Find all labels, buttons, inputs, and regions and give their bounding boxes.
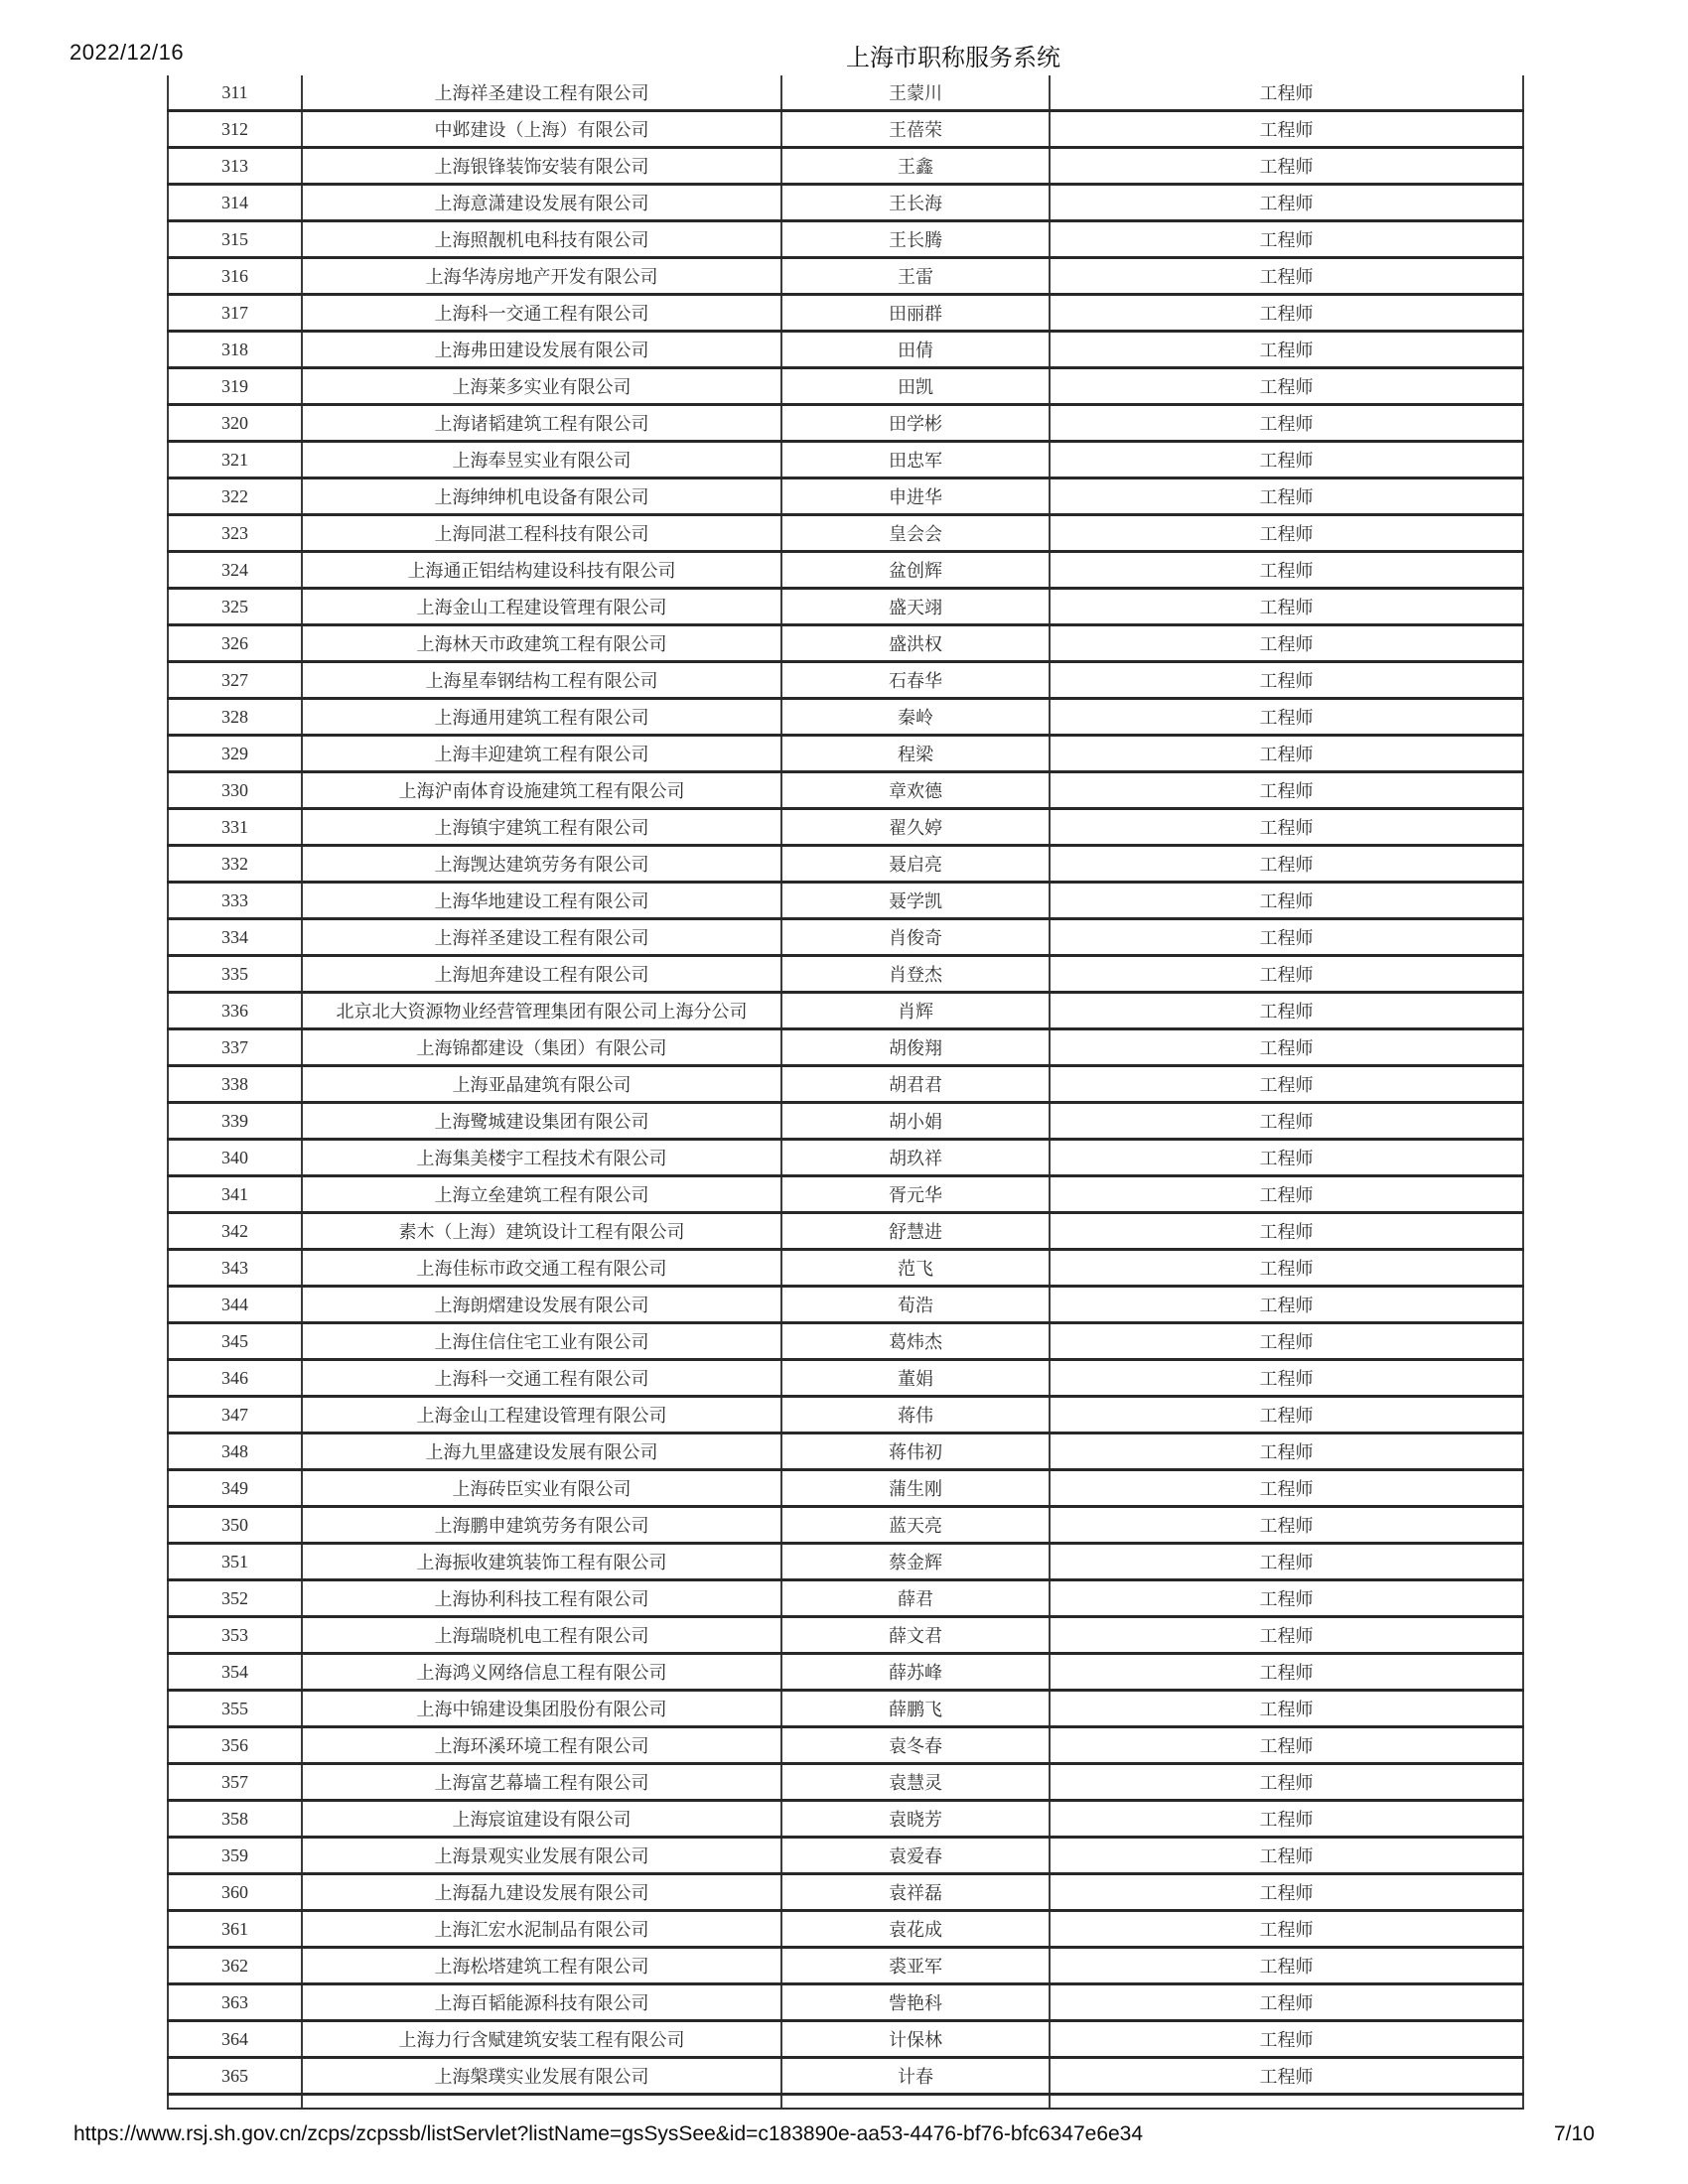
table-row: [167, 1508, 1524, 1545]
person-name: 肖俊奇: [780, 920, 1049, 954]
title-text: 工程师: [1049, 1398, 1524, 1432]
title-text: 工程师: [1049, 1141, 1524, 1174]
table-row: [167, 1839, 1524, 1875]
table-row: [167, 773, 1524, 810]
company-name: 上海集美楼宇工程技术有限公司: [301, 1141, 780, 1174]
person-name: 王鑫: [780, 149, 1049, 183]
title-text: 工程师: [1049, 884, 1524, 917]
person-name: 盛天翊: [780, 590, 1049, 623]
row-number: 327: [167, 663, 301, 697]
table-row: [167, 1361, 1524, 1398]
table-row: [167, 1251, 1524, 1288]
company-name: 上海旭奔建设工程有限公司: [301, 957, 780, 991]
title-text: 工程师: [1049, 1728, 1524, 1762]
title-text: 工程师: [1049, 626, 1524, 660]
row-number: 354: [167, 1655, 301, 1689]
header-date: 2022/12/16: [70, 40, 185, 65]
footer-url: https://www.rsj.sh.gov.cn/zcps/zcpssb/listServlet?listName=gsSysSee&id=c183890e-aa53-4476-bf76-bfc6347e6e34: [73, 2122, 1144, 2145]
company-name: 上海金山工程建设管理有限公司: [301, 1398, 780, 1432]
company-name: 上海沪南体育设施建筑工程有限公司: [301, 773, 780, 807]
row-number: 350: [167, 1508, 301, 1542]
titles-table: [167, 75, 1524, 2110]
table-row: [167, 737, 1524, 773]
row-number: 347: [167, 1398, 301, 1432]
title-text: 工程师: [1049, 1104, 1524, 1138]
title-text: [1049, 2096, 1524, 2108]
person-name: 訾艳科: [780, 1985, 1049, 2019]
table-row: [167, 847, 1524, 884]
title-text: 工程师: [1049, 1067, 1524, 1101]
row-number: 331: [167, 810, 301, 844]
row-number: 348: [167, 1434, 301, 1468]
person-name: 范飞: [780, 1251, 1049, 1285]
row-number: 365: [167, 2059, 301, 2093]
company-name: 上海科一交通工程有限公司: [301, 1361, 780, 1395]
row-number: 349: [167, 1471, 301, 1505]
title-text: 工程师: [1049, 773, 1524, 807]
person-name: 蒋伟: [780, 1398, 1049, 1432]
person-name: 王长海: [780, 186, 1049, 219]
person-name: 胥元华: [780, 1177, 1049, 1211]
title-text: 工程师: [1049, 479, 1524, 513]
company-name: 上海弗田建设发展有限公司: [301, 333, 780, 366]
person-name: 田忠军: [780, 443, 1049, 477]
row-number: 338: [167, 1067, 301, 1101]
company-name: 上海镇宇建筑工程有限公司: [301, 810, 780, 844]
table-row: [167, 1030, 1524, 1067]
company-name: 上海百韬能源科技有限公司: [301, 1985, 780, 2019]
table-row: [167, 1949, 1524, 1985]
table-row: [167, 1581, 1524, 1618]
person-name: 胡玖祥: [780, 1141, 1049, 1174]
table-row: [167, 1398, 1524, 1434]
row-number: 316: [167, 259, 301, 293]
table-row: [167, 112, 1524, 149]
table-row: [167, 1177, 1524, 1214]
company-name: 上海通正铝结构建设科技有限公司: [301, 553, 780, 587]
title-text: 工程师: [1049, 590, 1524, 623]
person-name: 胡小娟: [780, 1104, 1049, 1138]
company-name: 上海意潇建设发展有限公司: [301, 186, 780, 219]
row-number: 332: [167, 847, 301, 881]
person-name: 皇会会: [780, 516, 1049, 550]
table-row: [167, 259, 1524, 296]
person-name: 袁冬春: [780, 1728, 1049, 1762]
table-row: [167, 1655, 1524, 1692]
row-number: 339: [167, 1104, 301, 1138]
company-name: 上海华涛房地产开发有限公司: [301, 259, 780, 293]
person-name: 薛君: [780, 1581, 1049, 1615]
title-text: 工程师: [1049, 75, 1524, 109]
row-number: 321: [167, 443, 301, 477]
title-text: 工程师: [1049, 1949, 1524, 1982]
row-number: 361: [167, 1912, 301, 1946]
title-text: 工程师: [1049, 1581, 1524, 1615]
row-number: 359: [167, 1839, 301, 1872]
title-text: 工程师: [1049, 1214, 1524, 1248]
company-name: 上海振收建筑装饰工程有限公司: [301, 1545, 780, 1578]
row-number: 363: [167, 1985, 301, 2019]
person-name: 王蒙川: [780, 75, 1049, 109]
title-text: 工程师: [1049, 1692, 1524, 1725]
title-text: 工程师: [1049, 957, 1524, 991]
row-number: 325: [167, 590, 301, 623]
company-name: 上海绅绅机电设备有限公司: [301, 479, 780, 513]
table-row: [167, 553, 1524, 590]
table-row: [167, 700, 1524, 737]
person-name: 秦岭: [780, 700, 1049, 734]
company-name: 上海佳标市政交通工程有限公司: [301, 1251, 780, 1285]
row-number: 319: [167, 369, 301, 403]
table-row: [167, 1288, 1524, 1324]
row-number: 320: [167, 406, 301, 440]
row-number: 322: [167, 479, 301, 513]
title-text: 工程师: [1049, 1655, 1524, 1689]
title-text: 工程师: [1049, 1765, 1524, 1799]
row-number: 314: [167, 186, 301, 219]
company-name: 上海朗熠建设发展有限公司: [301, 1288, 780, 1321]
table-row: [167, 1471, 1524, 1508]
person-name: 肖登杰: [780, 957, 1049, 991]
row-number: 326: [167, 626, 301, 660]
row-number: 355: [167, 1692, 301, 1725]
table-row: [167, 994, 1524, 1030]
company-name: 上海鹏申建筑劳务有限公司: [301, 1508, 780, 1542]
table-row: [167, 663, 1524, 700]
row-number: 337: [167, 1030, 301, 1064]
company-name: 上海砖臣实业有限公司: [301, 1471, 780, 1505]
person-name: 袁慧灵: [780, 1765, 1049, 1799]
company-name: 上海鹭城建设集团有限公司: [301, 1104, 780, 1138]
table-row: [167, 884, 1524, 920]
table-row: [167, 1214, 1524, 1251]
company-name: 上海奉昱实业有限公司: [301, 443, 780, 477]
row-number: 312: [167, 112, 301, 146]
company-name: 上海照靓机电科技有限公司: [301, 222, 780, 256]
table-row: [167, 479, 1524, 516]
table-row: [167, 590, 1524, 626]
row-number: 335: [167, 957, 301, 991]
table-row: [167, 75, 1524, 112]
company-name: 上海祥圣建设工程有限公司: [301, 75, 780, 109]
title-text: 工程师: [1049, 369, 1524, 403]
person-name: 程梁: [780, 737, 1049, 770]
title-text: 工程师: [1049, 700, 1524, 734]
row-number: 357: [167, 1765, 301, 1799]
row-number: [167, 2096, 301, 2108]
table-row-partial: [167, 2096, 1524, 2110]
person-name: 荀浩: [780, 1288, 1049, 1321]
person-name: 胡君君: [780, 1067, 1049, 1101]
company-name: 上海华地建设工程有限公司: [301, 884, 780, 917]
person-name: 蒲生刚: [780, 1471, 1049, 1505]
title-text: 工程师: [1049, 1985, 1524, 2019]
person-name: 王蓓荣: [780, 112, 1049, 146]
row-number: 328: [167, 700, 301, 734]
title-text: 工程师: [1049, 1251, 1524, 1285]
title-text: 工程师: [1049, 920, 1524, 954]
title-text: 工程师: [1049, 1324, 1524, 1358]
table-row: [167, 1912, 1524, 1949]
table-row: [167, 369, 1524, 406]
person-name: 计保林: [780, 2022, 1049, 2056]
title-text: 工程师: [1049, 1802, 1524, 1836]
page-title: 上海市职称服务系统: [846, 45, 1060, 71]
title-text: 工程师: [1049, 553, 1524, 587]
company-name: 上海鸿义网络信息工程有限公司: [301, 1655, 780, 1689]
table-row: [167, 1434, 1524, 1471]
person-name: 袁晓芳: [780, 1802, 1049, 1836]
title-text: 工程师: [1049, 2059, 1524, 2093]
row-number: 356: [167, 1728, 301, 1762]
company-name: 上海力行含赋建筑安装工程有限公司: [301, 2022, 780, 2056]
table-row: [167, 1875, 1524, 1912]
company-name: 上海协利科技工程有限公司: [301, 1581, 780, 1615]
company-name: 北京北大资源物业经营管理集团有限公司上海分公司: [301, 994, 780, 1027]
company-name: 上海莱多实业有限公司: [301, 369, 780, 403]
company-name: 上海环溪环境工程有限公司: [301, 1728, 780, 1762]
company-name: 上海同湛工程科技有限公司: [301, 516, 780, 550]
row-number: 340: [167, 1141, 301, 1174]
title-text: 工程师: [1049, 1545, 1524, 1578]
title-text: 工程师: [1049, 1434, 1524, 1468]
person-name: 聂启亮: [780, 847, 1049, 881]
table-row: [167, 516, 1524, 553]
table-body: [167, 75, 1524, 2096]
table-row: [167, 1067, 1524, 1104]
table-row: [167, 626, 1524, 663]
person-name: 盛洪权: [780, 626, 1049, 660]
row-number: 317: [167, 296, 301, 330]
person-name: 袁祥磊: [780, 1875, 1049, 1909]
title-text: 工程师: [1049, 1912, 1524, 1946]
table-row: [167, 149, 1524, 186]
title-text: 工程师: [1049, 1839, 1524, 1872]
person-name: 薛苏峰: [780, 1655, 1049, 1689]
company-name: 上海林天市政建筑工程有限公司: [301, 626, 780, 660]
company-name: 上海瑞晓机电工程有限公司: [301, 1618, 780, 1652]
table-row: [167, 222, 1524, 259]
title-text: 工程师: [1049, 443, 1524, 477]
table-row: [167, 443, 1524, 479]
row-number: 358: [167, 1802, 301, 1836]
table-row: [167, 1618, 1524, 1655]
person-name: 田学彬: [780, 406, 1049, 440]
table-row: [167, 2059, 1524, 2096]
company-name: 上海立垒建筑工程有限公司: [301, 1177, 780, 1211]
person-name: 舒慧进: [780, 1214, 1049, 1248]
table-row: [167, 920, 1524, 957]
row-number: 334: [167, 920, 301, 954]
row-number: 364: [167, 2022, 301, 2056]
row-number: 352: [167, 1581, 301, 1615]
title-text: 工程师: [1049, 663, 1524, 697]
title-text: 工程师: [1049, 296, 1524, 330]
title-text: 工程师: [1049, 112, 1524, 146]
table-row: [167, 810, 1524, 847]
title-text: 工程师: [1049, 222, 1524, 256]
company-name: [301, 2096, 780, 2108]
title-text: 工程师: [1049, 1875, 1524, 1909]
company-name: 上海金山工程建设管理有限公司: [301, 590, 780, 623]
table-row: [167, 186, 1524, 222]
title-text: 工程师: [1049, 1618, 1524, 1652]
company-name: 上海九里盛建设发展有限公司: [301, 1434, 780, 1468]
person-name: 蓝天亮: [780, 1508, 1049, 1542]
title-text: 工程师: [1049, 847, 1524, 881]
table-row: [167, 1765, 1524, 1802]
person-name: 裘亚军: [780, 1949, 1049, 1982]
person-name: 王雷: [780, 259, 1049, 293]
title-text: 工程师: [1049, 516, 1524, 550]
row-number: 323: [167, 516, 301, 550]
title-text: 工程师: [1049, 810, 1524, 844]
company-name: 上海丰迎建筑工程有限公司: [301, 737, 780, 770]
company-name: 素木（上海）建筑设计工程有限公司: [301, 1214, 780, 1248]
row-number: 333: [167, 884, 301, 917]
person-name: [780, 2096, 1049, 2108]
company-name: 上海磊九建设发展有限公司: [301, 1875, 780, 1909]
person-name: 聂学凯: [780, 884, 1049, 917]
title-text: 工程师: [1049, 406, 1524, 440]
company-name: 上海槃璞实业发展有限公司: [301, 2059, 780, 2093]
person-name: 翟久婷: [780, 810, 1049, 844]
person-name: 董娟: [780, 1361, 1049, 1395]
company-name: 上海富艺幕墙工程有限公司: [301, 1765, 780, 1799]
company-name: 上海景观实业发展有限公司: [301, 1839, 780, 1872]
title-text: 工程师: [1049, 333, 1524, 366]
person-name: 蒋伟初: [780, 1434, 1049, 1468]
person-name: 肖辉: [780, 994, 1049, 1027]
row-number: 344: [167, 1288, 301, 1321]
person-name: 石春华: [780, 663, 1049, 697]
title-text: 工程师: [1049, 1288, 1524, 1321]
company-name: 上海中锦建设集团股份有限公司: [301, 1692, 780, 1725]
table-row: [167, 1141, 1524, 1177]
page-indicator: 7/10: [1554, 2122, 1595, 2145]
row-number: 360: [167, 1875, 301, 1909]
person-name: 申进华: [780, 479, 1049, 513]
company-name: 上海觊达建筑劳务有限公司: [301, 847, 780, 881]
title-text: 工程师: [1049, 186, 1524, 219]
table-row: [167, 333, 1524, 369]
row-number: 329: [167, 737, 301, 770]
person-name: 胡俊翔: [780, 1030, 1049, 1064]
person-name: 薛文君: [780, 1618, 1049, 1652]
person-name: 袁花成: [780, 1912, 1049, 1946]
title-text: 工程师: [1049, 149, 1524, 183]
person-name: 盆创辉: [780, 553, 1049, 587]
company-name: 上海锦都建设（集团）有限公司: [301, 1030, 780, 1064]
company-name: 上海汇宏水泥制品有限公司: [301, 1912, 780, 1946]
company-name: 上海诸韬建筑工程有限公司: [301, 406, 780, 440]
row-number: 341: [167, 1177, 301, 1211]
title-text: 工程师: [1049, 737, 1524, 770]
table-row: [167, 1728, 1524, 1765]
company-name: 上海祥圣建设工程有限公司: [301, 920, 780, 954]
page-footer: [0, 2122, 1688, 2152]
title-text: 工程师: [1049, 1471, 1524, 1505]
row-number: 346: [167, 1361, 301, 1395]
row-number: 330: [167, 773, 301, 807]
table-row: [167, 957, 1524, 994]
person-name: 王长腾: [780, 222, 1049, 256]
table-row: [167, 1324, 1524, 1361]
person-name: 蔡金辉: [780, 1545, 1049, 1578]
table-row: [167, 296, 1524, 333]
row-number: 324: [167, 553, 301, 587]
title-text: 工程师: [1049, 1177, 1524, 1211]
person-name: 章欢德: [780, 773, 1049, 807]
row-number: 362: [167, 1949, 301, 1982]
person-name: 袁爱春: [780, 1839, 1049, 1872]
table-row: [167, 1802, 1524, 1839]
table-row: [167, 2022, 1524, 2059]
row-number: 343: [167, 1251, 301, 1285]
table-row: [167, 1545, 1524, 1581]
person-name: 田倩: [780, 333, 1049, 366]
row-number: 353: [167, 1618, 301, 1652]
person-name: 田凯: [780, 369, 1049, 403]
table-row: [167, 1985, 1524, 2022]
person-name: 葛炜杰: [780, 1324, 1049, 1358]
title-text: 工程师: [1049, 1361, 1524, 1395]
company-name: 中邺建设（上海）有限公司: [301, 112, 780, 146]
company-name: 上海宸谊建设有限公司: [301, 1802, 780, 1836]
company-name: 上海亚晶建筑有限公司: [301, 1067, 780, 1101]
title-text: 工程师: [1049, 1508, 1524, 1542]
person-name: 田丽群: [780, 296, 1049, 330]
row-number: 336: [167, 994, 301, 1027]
row-number: 318: [167, 333, 301, 366]
title-text: 工程师: [1049, 994, 1524, 1027]
row-number: 311: [167, 75, 301, 109]
row-number: 351: [167, 1545, 301, 1578]
title-text: 工程师: [1049, 2022, 1524, 2056]
row-number: 345: [167, 1324, 301, 1358]
row-number: 315: [167, 222, 301, 256]
row-number: 313: [167, 149, 301, 183]
company-name: 上海通用建筑工程有限公司: [301, 700, 780, 734]
table-row: [167, 1104, 1524, 1141]
person-name: 计春: [780, 2059, 1049, 2093]
company-name: 上海松塔建筑工程有限公司: [301, 1949, 780, 1982]
company-name: 上海住信住宅工业有限公司: [301, 1324, 780, 1358]
row-number: 342: [167, 1214, 301, 1248]
title-text: 工程师: [1049, 259, 1524, 293]
table-row: [167, 1692, 1524, 1728]
title-text: 工程师: [1049, 1030, 1524, 1064]
person-name: 薛鹏飞: [780, 1692, 1049, 1725]
company-name: 上海银锋装饰安装有限公司: [301, 149, 780, 183]
company-name: 上海科一交通工程有限公司: [301, 296, 780, 330]
table-row: [167, 406, 1524, 443]
company-name: 上海星奉钢结构工程有限公司: [301, 663, 780, 697]
